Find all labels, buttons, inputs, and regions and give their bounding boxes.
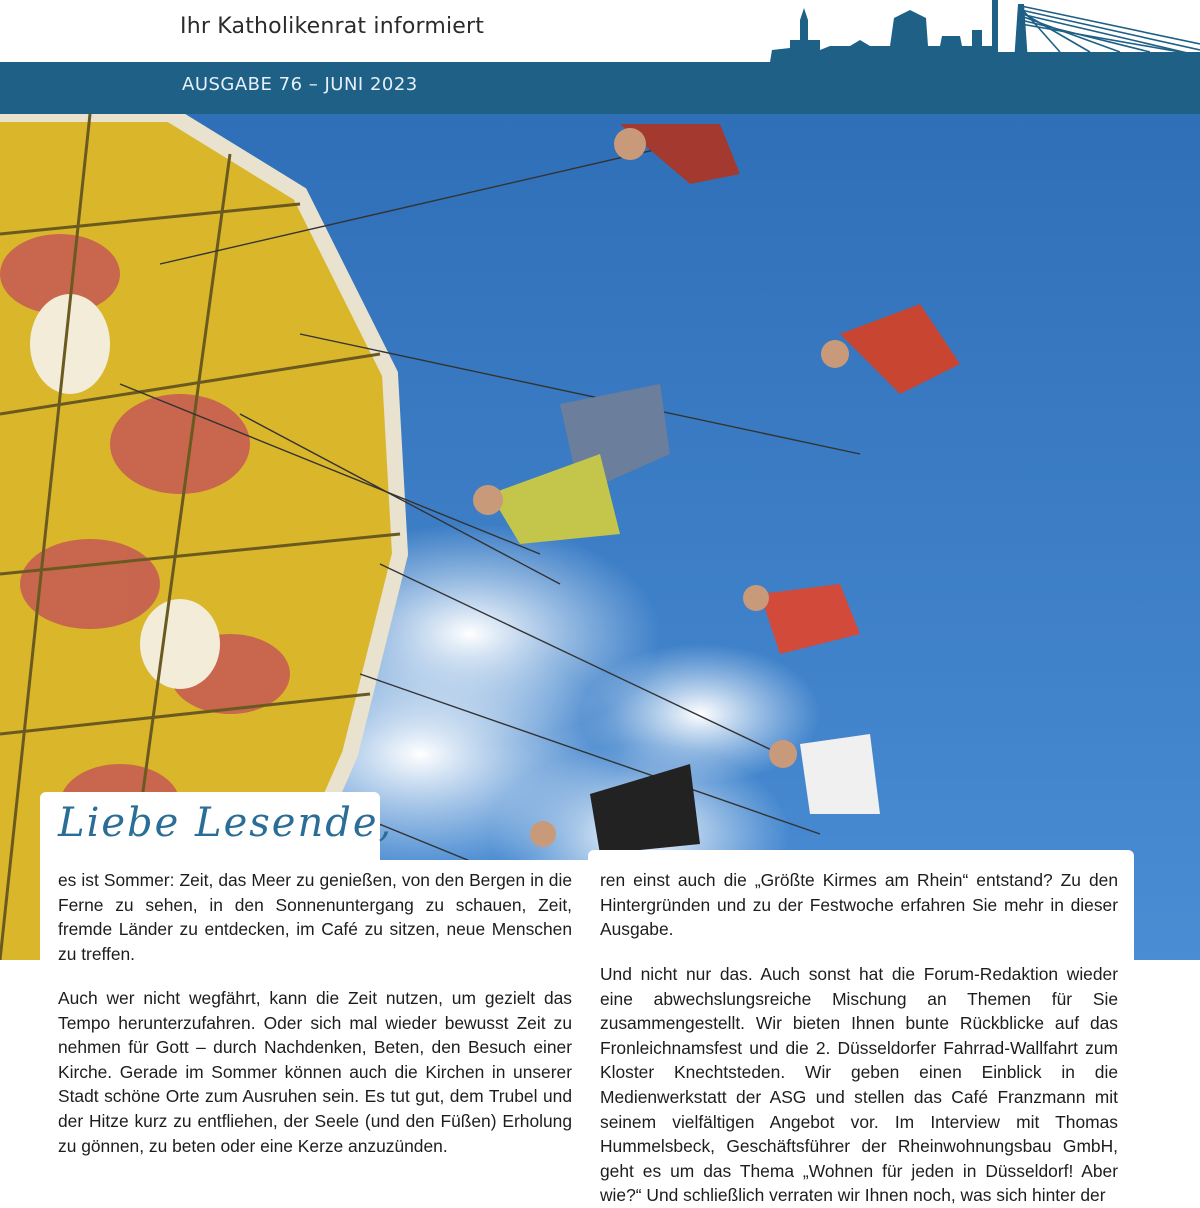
city-skyline-graphic <box>760 0 1200 114</box>
masthead-tagline: Ihr Katholikenrat informiert <box>180 14 485 39</box>
issue-number: AUSGABE 76 – JUNI 2023 <box>182 74 418 95</box>
letter-paragraph: ren einst auch die „Größte Kirmes am Rhein“ entstand? Zu den Hintergründen und zu der Festwoche erfahren Sie mehr in dieser Ausgabe. <box>600 870 1118 940</box>
letter-greeting: Liebe Lesende, <box>58 800 394 846</box>
letter-paragraph: Auch wer nicht wegfährt, kann die Zeit nutzen, um gezielt das Tempo herunterzufahren. Oder sich mal wieder bewusst Zeit zu nehmen für Gott – durch Nachdenken, Beten, den Besuch einer Kirche. Gerade im Sommer können auch die Kirchen in unserer Stadt schöne Orte zum Ausruhen sein. Es tut gut, dem Trubel und der Hitze kurz zu entfliehen, der Seele (und den Füßen) Erholung zu gönnen, zu beten oder eine Kerze anzuzünden. <box>58 988 572 1156</box>
letter-paragraph: es ist Sommer: Zeit, das Meer zu genießen, von den Bergen in die Ferne zu sehen, in den Sonnenuntergang zu schauen, Zeit, fremde Länder zu entdecken, im Café zu sitzen, neue Menschen zu treffen. <box>58 870 572 964</box>
letter-paragraph: Und nicht nur das. Auch sonst hat die Forum-Redaktion wieder eine abwechslungsreiche Mischung an Themen für Sie zusammengestellt. Wir bieten Ihnen bunte Rückblicke auf das Fronleichnamsfest und die 2. Düsseldorfer Fahrrad-Wallfahrt zum Kloster Knechtsteden. Wir geben einen Einblick in die Medienwerkstatt der ASG und stellen das Café Franzmann mit seinem vielfältigen Angebot vor. Im Interview mit Thomas Hummelsbeck, Geschäftsführer der Rheinwohnungsbau GmbH, geht es um das Thema „Wohnen für jeden in Düsseldorf! Aber wie?“ Und schließlich verraten wir Ihnen noch, was sich hinter der <box>600 964 1118 1206</box>
